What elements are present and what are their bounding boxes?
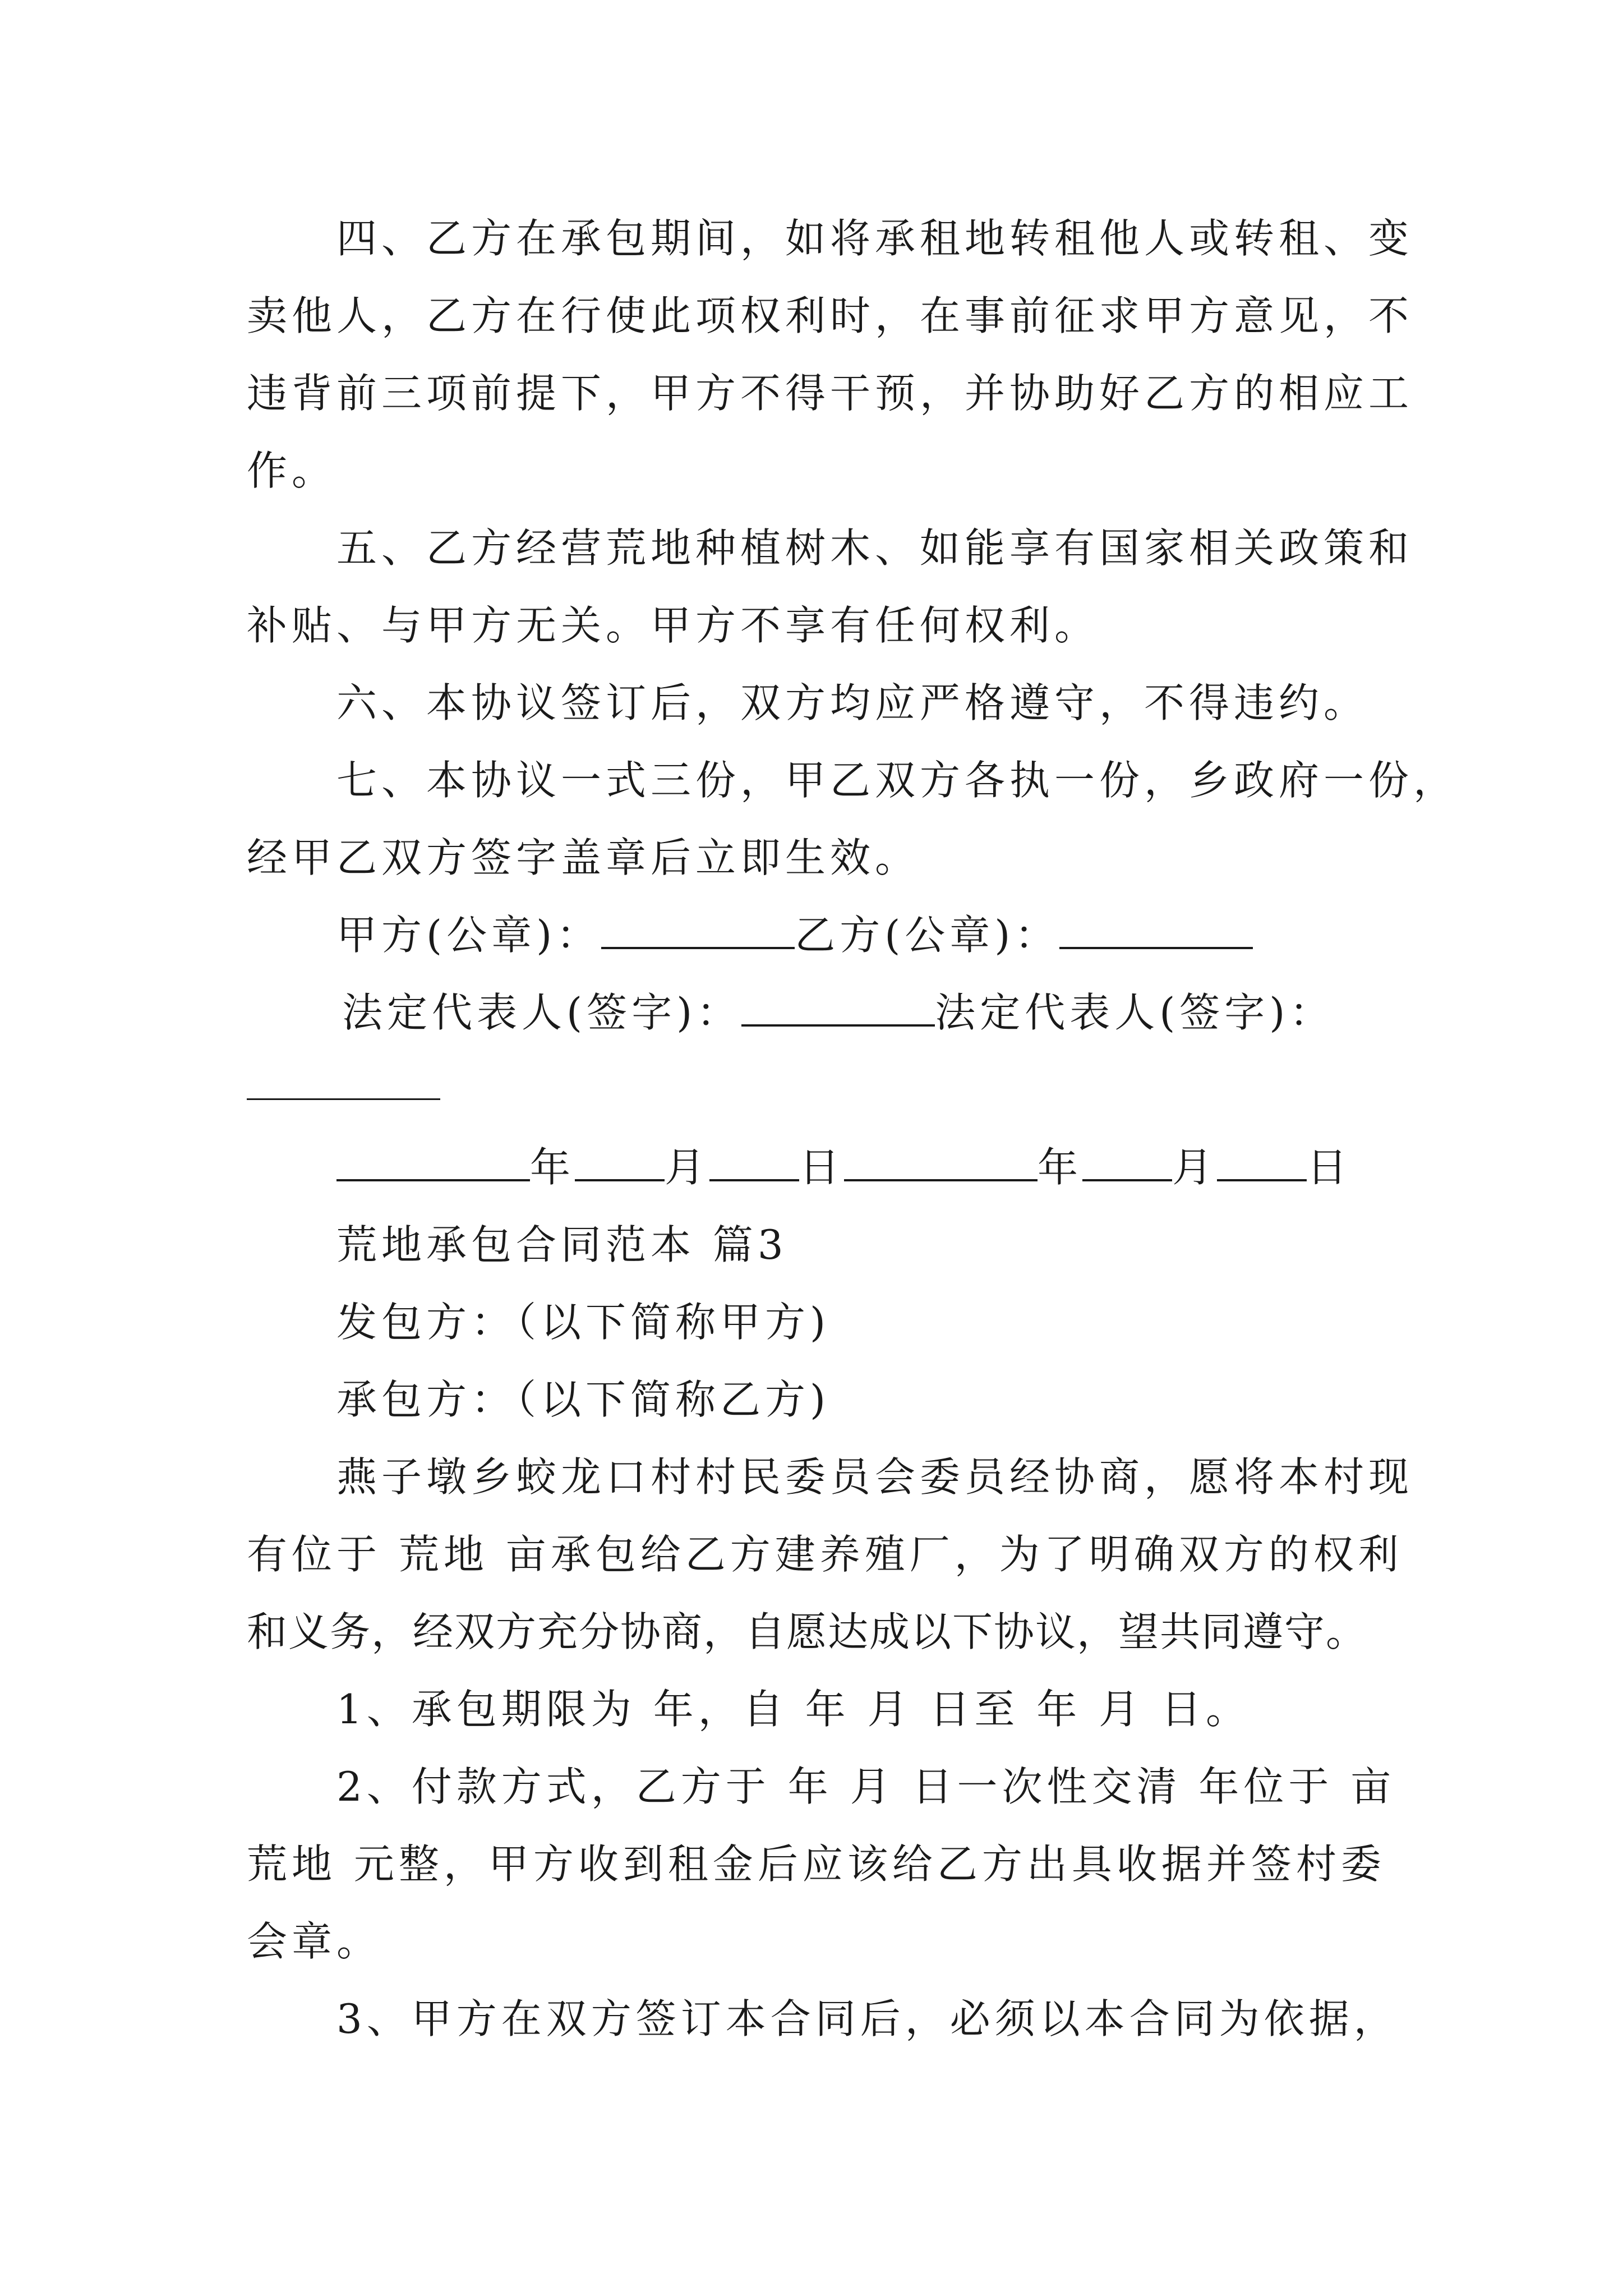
date-b-month: 月 <box>1172 1144 1218 1191</box>
party-b-rep-label: 法定代表人(签字)： <box>935 989 1335 1036</box>
date-a-month: 月 <box>665 1144 710 1191</box>
term-line: 1、承包期限为 年，自 年 月 日至 年 月 日。 <box>336 1686 1251 1733</box>
party-a-rep-label: 法定代表人(签字)： <box>342 989 742 1036</box>
representative-line <box>342 987 1334 1038</box>
clause-4-line-1: 四、乙方在承包期间，如将承租地转租他人或转租、变 <box>336 215 1414 262</box>
date-b-blank <box>844 1147 1038 1181</box>
section-title: 荒地承包合同范本 篇3 <box>336 1221 788 1268</box>
date-a-year: 年 <box>530 1144 575 1191</box>
issuer-line: 发包方：（以下简称甲方) <box>336 1299 831 1346</box>
body-line-1: 燕子墩乡蛟龙口村村民委员会委员经协商，愿将本村现 <box>336 1453 1414 1501</box>
date-b-day: 日 <box>1307 1144 1352 1191</box>
payment-line-2: 荒地 元整，甲方收到租金后应该给乙方出具收据并签村委 <box>247 1841 1386 1888</box>
clause-5-line-2: 补贴、与甲方无关。甲方不享有任何权利。 <box>247 602 1100 649</box>
party-b-seal-blank <box>1059 914 1253 949</box>
date-b-year: 年 <box>1038 1144 1083 1191</box>
payment-line-1: 2、付款方式，乙方于 年 月 日一次性交清 年位于 亩 <box>336 1763 1396 1810</box>
clause-4-line-4: 作。 <box>247 447 337 494</box>
date-b-month-blank <box>1082 1147 1172 1181</box>
clause-4-line-2: 卖他人，乙方在行使此项权利时，在事前征求甲方意见，不 <box>247 292 1414 339</box>
party-b-rep-blank <box>247 1098 440 1100</box>
clause-5-line-1: 五、乙方经营荒地种植树木、如能享有国家相关政策和 <box>336 524 1414 572</box>
party-a-seal-blank <box>601 914 795 949</box>
clause-7-line-2: 经甲乙双方签字盖章后立即生效。 <box>247 834 920 881</box>
date-line <box>336 1142 1352 1193</box>
date-a-day: 日 <box>799 1144 845 1191</box>
date-a-day-blank <box>709 1147 799 1181</box>
date-a-month-blank <box>575 1147 665 1181</box>
contractor-line: 承包方：（以下简称乙方) <box>336 1376 831 1423</box>
body-line-3: 和义务，经双方充分协商，自愿达成以下协议，望共同遵守。 <box>247 1608 1368 1655</box>
clause-7-line-1: 七、本协议一式三份，甲乙双方各执一份，乡政府一份， <box>336 757 1459 804</box>
date-a-blank <box>336 1147 530 1181</box>
date-b-day-blank <box>1217 1147 1307 1181</box>
clause-6-line-1: 六、本协议签订后，双方均应严格遵守，不得违约。 <box>336 679 1369 726</box>
clause-3-line-1: 3、甲方在双方签订本合同后，必须以本合同为依据， <box>336 1995 1399 2042</box>
seal-line <box>336 910 1253 960</box>
party-a-seal-label: 甲方(公章)： <box>336 912 602 959</box>
party-a-rep-blank <box>741 992 935 1027</box>
party-b-seal-label: 乙方(公章)： <box>795 912 1060 959</box>
payment-line-3: 会章。 <box>247 1918 382 1965</box>
body-line-2: 有位于 荒地 亩承包给乙方建养殖厂，为了明确双方的权利 <box>247 1531 1403 1578</box>
clause-4-line-3: 违背前三项前提下，甲方不得干预，并协助好乙方的相应工 <box>247 370 1414 417</box>
